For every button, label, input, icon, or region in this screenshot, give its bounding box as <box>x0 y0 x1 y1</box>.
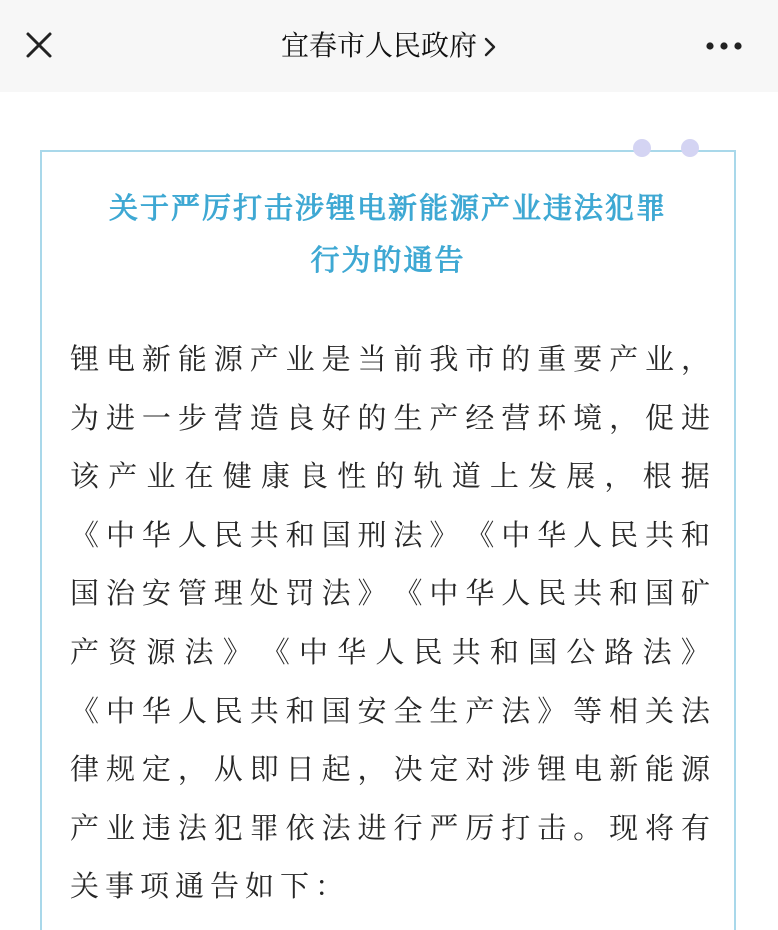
article-title-line: 关于严厉打击涉锂电新能源产业违法犯罪 <box>108 191 667 225</box>
body-line: 《 中 华 人 民 共 和 国 安 全 生 产 法 》 等 相 关 法 <box>70 693 710 728</box>
page-title: 宜春市人民政府 <box>280 29 477 62</box>
more-options-button[interactable] <box>700 30 750 62</box>
decorative-dot <box>681 139 699 157</box>
body-line: 国 治 安 管 理 处 罚 法 》 《 中 华 人 民 共 和 国 矿 <box>70 576 710 611</box>
article-body <box>70 330 710 916</box>
top-navigation-bar <box>0 0 778 92</box>
body-line: 律 规 定 ， 从 即 日 起 ， 决 定 对 涉 锂 电 新 能 源 <box>70 752 710 787</box>
decorative-dot <box>633 139 651 157</box>
body-line: 产 资 源 法 》 《 中 华 人 民 共 和 国 公 路 法 》 <box>70 634 710 669</box>
more-horizontal-icon <box>700 30 750 62</box>
body-line: 《 中 华 人 民 共 和 国 刑 法 》 《 中 华 人 民 共 和 <box>70 517 710 552</box>
body-line: 为 进 一 步 营 造 良 好 的 生 产 经 营 环 境 ， 促 进 <box>70 400 710 435</box>
body-line: 关事项通告如下： <box>70 869 351 904</box>
body-line: 产 业 违 法 犯 罪 依 法 进 行 严 厉 打 击 。 现 将 有 <box>70 810 710 845</box>
body-line: 该 产 业 在 健 康 良 性 的 轨 道 上 发 展 ， 根 据 <box>70 459 710 494</box>
article-title-line: 行为的通告 <box>310 243 466 277</box>
chevron-right-icon <box>483 35 497 59</box>
account-title-link[interactable] <box>0 26 778 66</box>
body-line: 锂 电 新 能 源 产 业 是 当 前 我 市 的 重 要 产 业 ， <box>70 342 710 376</box>
article-title <box>60 182 716 286</box>
